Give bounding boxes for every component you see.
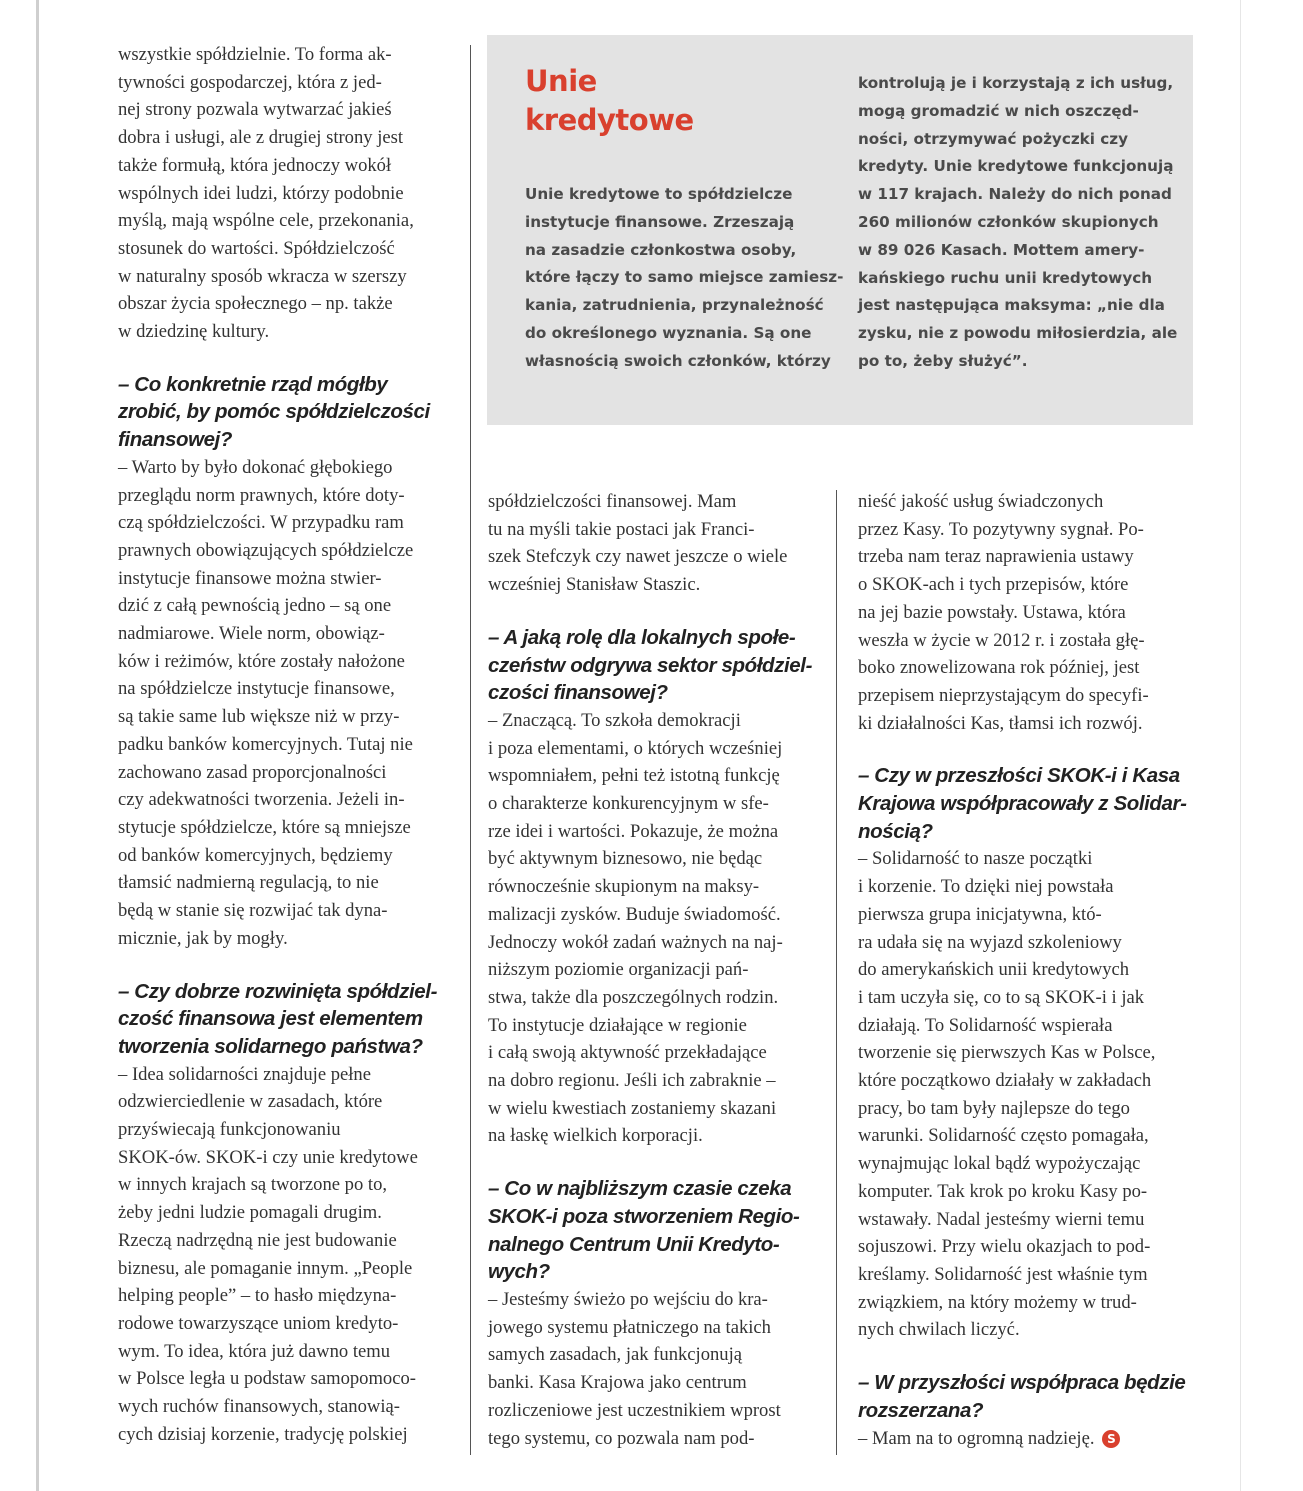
body-text-line: od banków komercyjnych, będziemy bbox=[118, 844, 393, 866]
paragraph-gap bbox=[858, 1344, 1187, 1369]
question-heading-line: nalnego Centrum Unii Kredyto- bbox=[488, 1232, 780, 1256]
question-heading-line: SKOK-i poza stworzeniem Regio- bbox=[488, 1204, 800, 1228]
question-heading-line: – Czy dobrze rozwinięta spółdziel- bbox=[118, 979, 438, 1003]
body-text-line: niższym poziomie organizacji pań- bbox=[488, 959, 749, 981]
body-text-line: w dziedzinę kultury. bbox=[118, 321, 270, 343]
body-text-line: w wielu kwestiach zostaniemy skazani bbox=[488, 1097, 777, 1119]
paragraph-gap bbox=[858, 737, 1187, 762]
paragraph-gap bbox=[118, 346, 437, 371]
sidebar-box-column-2 bbox=[858, 70, 1177, 376]
body-text-line: tłamsić nadmierną regulacją, to nie bbox=[118, 872, 379, 894]
body-text-line: wych ruchów finansowych, stanowią- bbox=[118, 1396, 400, 1418]
body-text-line: związkiem, na który możemy w trud- bbox=[858, 1291, 1137, 1313]
body-text-line: i korzenie. To dzięki niej powstała bbox=[858, 876, 1114, 898]
sidebar-box-line: zysku, nie z powodu miłosierdzia, ale bbox=[858, 324, 1178, 343]
body-text-line: samych zasadach, jak funkcjonują bbox=[488, 1344, 743, 1366]
body-text-line: myślą, mają wspólne cele, przekonania, bbox=[118, 210, 414, 232]
body-text-line: helping people” – to hasło międzyna- bbox=[118, 1285, 397, 1307]
paragraph-gap bbox=[118, 953, 437, 978]
body-text-line: tu na myśli takie postaci jak Franci- bbox=[488, 518, 755, 540]
body-text-line: rozliczeniowe jest uczestnikiem wprost bbox=[488, 1399, 781, 1421]
sidebar-box-line: po to, żeby służyć”. bbox=[858, 351, 1028, 370]
question-heading-line: czeństw odgrywa sektor spółdziel- bbox=[488, 653, 812, 677]
body-text-line: czą spółdzielczości. W przypadku ram bbox=[118, 512, 404, 534]
sidebar-box-line: kania, zatrudnienia, przynależność bbox=[525, 296, 824, 315]
body-text-line: na łaskę wielkich korporacji. bbox=[488, 1125, 703, 1147]
body-text-line: jowego systemu płatniczego na takich bbox=[488, 1316, 771, 1338]
body-text-line: pracy, bo tam były najlepsze do tego bbox=[858, 1097, 1130, 1119]
body-text-line: równocześnie skupionym na maksy- bbox=[488, 876, 760, 898]
body-text-line: malizacji zysków. Buduje świadomość. bbox=[488, 903, 781, 925]
sidebar-box-line: kontrolują je i korzystają z ich usług, bbox=[858, 74, 1174, 92]
body-text-line: komputer. Tak krok po kroku Kasy po- bbox=[858, 1180, 1148, 1202]
body-text-line: wspomniałem, pełni też istotną funkcję bbox=[488, 765, 780, 787]
body-text-line: ków i reżimów, które zostały nałożone bbox=[118, 650, 405, 672]
body-text-line: przyświecają funkcjonowaniu bbox=[118, 1119, 341, 1141]
body-text-line: działają. To Solidarność wspierała bbox=[858, 1014, 1113, 1036]
body-text-line: cych dzisiaj korzenie, tradycję polskiej bbox=[118, 1423, 408, 1445]
question-heading-line: czość finansowa jest elementem bbox=[118, 1007, 423, 1031]
body-text-line: wszystkie spółdzielnie. To forma ak- bbox=[118, 44, 392, 65]
body-text-line: przez Kasy. To pozytywny sygnał. Po- bbox=[858, 518, 1144, 540]
body-text-line: SKOK-ów. SKOK-i czy unie kredytowe bbox=[118, 1146, 418, 1168]
sidebar-box-line: kańskiego ruchu unii kredytowych bbox=[858, 268, 1153, 287]
column-rule-2 bbox=[836, 490, 837, 1455]
body-text-line: które początkowo działały w zakładach bbox=[858, 1070, 1152, 1092]
body-text-line: boko znowelizowana rok później, jest bbox=[858, 657, 1140, 679]
sidebar-box-title-line: Unie bbox=[525, 64, 597, 98]
question-heading-line: tworzenia solidarnego państwa? bbox=[118, 1034, 423, 1058]
body-text-line: pierwsza grupa inicjatywna, któ- bbox=[858, 903, 1102, 925]
sidebar-box-line: ności, otrzymywać pożyczki czy bbox=[858, 129, 1128, 148]
question-heading-line: wych? bbox=[488, 1260, 550, 1284]
body-text-line: weszła w życie w 2012 r. i została głę- bbox=[858, 629, 1145, 651]
body-text-line: nej strony pozwala wytwarzać jakieś bbox=[118, 99, 392, 121]
sidebar-box-line: 260 milionów członków skupionych bbox=[858, 212, 1159, 231]
body-text-line: w naturalny sposób wkracza w szerszy bbox=[118, 265, 407, 287]
body-text-line: szek Stefczyk czy nawet jeszcze o wiele bbox=[488, 546, 788, 568]
article-column-left bbox=[118, 41, 437, 1448]
sidebar-box-line: w 89 026 Kasach. Mottem amery- bbox=[858, 240, 1145, 259]
body-text-line: rodowe towarzyszące uniom kredyto- bbox=[118, 1312, 399, 1334]
body-text-line: tworzenie się pierwszych Kas w Polsce, bbox=[858, 1042, 1156, 1064]
body-text-line: w Polsce legła u podstaw samopomoco- bbox=[118, 1368, 416, 1390]
body-text-line: także formułą, która jednoczy wokół bbox=[118, 154, 392, 176]
sidebar-box-title-line: kredytowe bbox=[525, 103, 694, 137]
sidebar-box-line: jest następująca maksyma: „nie dla bbox=[858, 296, 1165, 315]
body-text-line: są takie same lub większe niż w przy- bbox=[118, 706, 400, 728]
body-text-line: odzwierciedlenie w zasadach, które bbox=[118, 1091, 383, 1113]
sidebar-box-line: instytucje finansowe. Zrzeszają bbox=[525, 212, 795, 231]
sidebar-box-line: Unie kredytowe to spółdzielcze bbox=[525, 185, 793, 203]
body-text-line: o charakterze konkurencyjnym w sfe- bbox=[488, 793, 769, 815]
body-text-line: instytucje finansowe można stwier- bbox=[118, 567, 382, 589]
body-text-line: kreślamy. Solidarność jest właśnie tym bbox=[858, 1263, 1148, 1285]
body-text-line: czy adekwatności tworzenia. Jeżeli in- bbox=[118, 789, 405, 811]
question-heading-line: Krajowa współpracowały z Solidar- bbox=[858, 792, 1187, 816]
body-text-line: rze idei i wartości. Pokazuje, że można bbox=[488, 820, 779, 842]
sidebar-box-line: kredyty. Unie kredytowe funkcjonują bbox=[858, 157, 1174, 176]
body-text-line: dobra i usługi, ale z drugiej strony jest bbox=[118, 127, 404, 149]
end-of-article-icon: S bbox=[1102, 1430, 1120, 1448]
body-text-line: i całą swoją aktywność przekładające bbox=[488, 1042, 767, 1064]
question-heading-line: rozszerzana? bbox=[858, 1398, 984, 1422]
body-text-line: będą w stanie się rozwijać tak dyna- bbox=[118, 900, 388, 922]
body-text-line: przeglądu norm prawnych, które doty- bbox=[118, 484, 405, 506]
body-text-line: tywności gospodarczej, która z jed- bbox=[118, 71, 382, 93]
body-text-line: wcześniej Stanisław Staszic. bbox=[488, 574, 701, 596]
body-text-line: na dobro regionu. Jeśli ich zabraknie – bbox=[488, 1070, 776, 1092]
question-heading-line: – A jaką rolę dla lokalnych społe- bbox=[488, 625, 796, 649]
body-text-line: tego systemu, co pozwala nam pod- bbox=[488, 1427, 755, 1449]
sidebar-box-line: do określonego wyznania. Są one bbox=[525, 323, 812, 342]
body-text-line: o SKOK-ach i tych przepisów, które bbox=[858, 574, 1129, 596]
body-text-line: warunki. Solidarność często pomagała, bbox=[858, 1125, 1149, 1147]
body-text-line: micznie, jak by mogły. bbox=[118, 927, 288, 949]
body-text-line: – Jesteśmy świeżo po wejściu do kra- bbox=[488, 1288, 768, 1310]
sidebar-box-line: w 117 krajach. Należy do nich ponad bbox=[858, 185, 1172, 204]
body-text-line: stosunek do wartości. Spółdzielczość bbox=[118, 237, 395, 259]
body-text-line: do amerykańskich unii kredytowych bbox=[858, 959, 1130, 981]
body-text-line bbox=[858, 1425, 1187, 1453]
sidebar-box-column-1 bbox=[525, 181, 843, 376]
question-heading-line: – W przyszłości współpraca będzie bbox=[858, 1371, 1186, 1395]
paragraph-gap bbox=[488, 1150, 812, 1175]
body-text-line: obszar życia społecznego – np. także bbox=[118, 293, 393, 315]
question-heading-line: – Co w najbliższym czasie czeka bbox=[488, 1177, 792, 1201]
article-column-middle bbox=[488, 488, 812, 1452]
body-text-line: ki działalności Kas, tłamsi ich rozwój. bbox=[858, 712, 1143, 734]
column-rule-1 bbox=[470, 45, 471, 1455]
body-text-line: stwa, także dla poszczególnych rodzin. bbox=[488, 986, 779, 1008]
body-text-line: wynajmując lokal bądź wypożyczając bbox=[858, 1153, 1141, 1175]
question-heading-line: – Czy w przeszłości SKOK-i i Kasa bbox=[858, 764, 1180, 788]
sidebar-box-line: które łączy to samo miejsce zamiesz- bbox=[525, 268, 844, 287]
body-text-line: – Solidarność to nasze początki bbox=[858, 848, 1093, 870]
question-heading-line: czości finansowej? bbox=[488, 681, 668, 705]
question-heading-line: – Co konkretnie rząd mógłby bbox=[118, 372, 388, 396]
body-text-line: trzeba nam teraz naprawienia ustawy bbox=[858, 546, 1134, 568]
body-text-line: wstawały. Nadal jesteśmy wierni temu bbox=[858, 1208, 1145, 1230]
body-text-line: sojuszowi. Przy wielu okazjach to pod- bbox=[858, 1236, 1151, 1258]
body-text-line: wym. To idea, która już dawno temu bbox=[118, 1340, 391, 1362]
sidebar-box-title bbox=[525, 62, 694, 140]
question-heading-line: finansowej? bbox=[118, 428, 233, 452]
sidebar-box-line: na zasadzie członkostwa osoby, bbox=[525, 240, 797, 259]
body-text-line: żeby jedni ludzie pomagali drugim. bbox=[118, 1202, 382, 1224]
body-text-line: zachowano zasad proporcjonalności bbox=[118, 761, 387, 783]
body-text-line: wspólnych idei ludzi, którzy podobnie bbox=[118, 182, 404, 204]
question-heading-line: zrobić, by pomóc spółdzielczości bbox=[118, 400, 430, 424]
page-edge-right bbox=[1240, 0, 1241, 1491]
body-text-line: banki. Kasa Krajowa jako centrum bbox=[488, 1372, 747, 1394]
body-text: – Mam na to ogromną nadzieję. bbox=[858, 1427, 1095, 1449]
page-edge-left bbox=[36, 0, 39, 1491]
body-text-line: To instytucje działające w regionie bbox=[488, 1014, 747, 1036]
body-text-line: – Warto by było dokonać głębokiego bbox=[118, 456, 393, 478]
body-text-line: ra udała się na wyjazd szkoleniowy bbox=[858, 931, 1122, 953]
body-text-line: – Idea solidarności znajduje pełne bbox=[118, 1063, 371, 1085]
body-text-line: nych chwilach liczyć. bbox=[858, 1319, 1020, 1341]
body-text-line: nieść jakość usług świadczonych bbox=[858, 491, 1104, 512]
body-text-line: – Znaczącą. To szkoła demokracji bbox=[488, 709, 741, 731]
body-text-line: nadmiarowe. Wiele norm, obowiąz- bbox=[118, 623, 385, 645]
body-text-line: przepisem nieprzystającym do specyfi- bbox=[858, 684, 1149, 706]
article-column-right bbox=[858, 488, 1187, 1452]
sidebar-box-line: mogą gromadzić w nich oszczęd- bbox=[858, 101, 1139, 120]
paragraph-gap bbox=[488, 599, 812, 624]
body-text-line: i tam uczyła się, co to są SKOK-i i jak bbox=[858, 986, 1145, 1008]
body-text-line: Rzeczą nadrzędną nie jest budowanie bbox=[118, 1229, 397, 1251]
body-text-line: spółdzielczości finansowej. Mam bbox=[488, 491, 737, 512]
question-heading-line: nością? bbox=[858, 819, 933, 843]
body-text-line: biznesu, ale pomaganie innym. „People bbox=[118, 1257, 413, 1279]
body-text-line: padku banków komercyjnych. Tutaj nie bbox=[118, 733, 413, 755]
sidebar-box-line: własnością swoich członków, którzy bbox=[525, 351, 831, 370]
body-text-line: na jej bazie powstały. Ustawa, która bbox=[858, 601, 1126, 623]
body-text-line: prawnych obowiązujących spółdzielcze bbox=[118, 539, 414, 561]
body-text-line: być aktywnym biznesowo, nie będąc bbox=[488, 848, 763, 870]
body-text-line: stytucje spółdzielcze, które są mniejsze bbox=[118, 816, 411, 838]
body-text-line: i poza elementami, o których wcześniej bbox=[488, 737, 783, 759]
body-text-line: na spółdzielcze instytucje finansowe, bbox=[118, 678, 395, 700]
body-text-line: dzić z całą pewnością jedno – są one bbox=[118, 595, 392, 617]
body-text-line: Jednoczy wokół zadań ważnych na naj- bbox=[488, 931, 783, 953]
body-text-line: w innych krajach są tworzone po to, bbox=[118, 1174, 388, 1196]
